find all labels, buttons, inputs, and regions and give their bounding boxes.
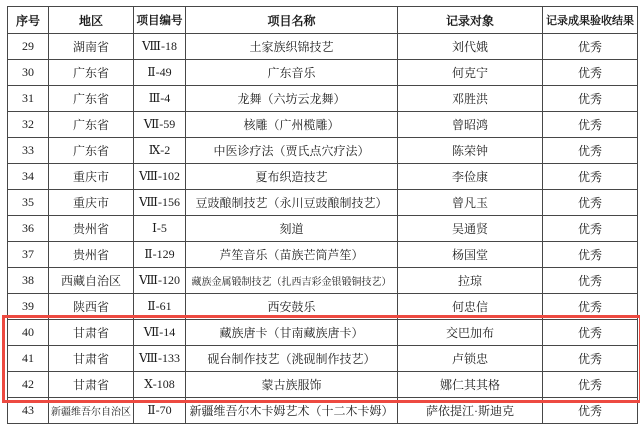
cell-index: 33 [8, 138, 49, 164]
cell-project_no: Ⅷ-133 [134, 346, 186, 372]
cell-project_no: Ⅱ-49 [134, 60, 186, 86]
cell-result: 优秀 [543, 138, 638, 164]
cell-subject: 陈荣钟 [398, 138, 543, 164]
cell-region: 贵州省 [49, 216, 134, 242]
cell-index: 34 [8, 164, 49, 190]
cell-project_name: 土家族织锦技艺 [186, 34, 398, 60]
cell-region: 广东省 [49, 112, 134, 138]
cell-result: 优秀 [543, 294, 638, 320]
table-row [8, 398, 638, 424]
cell-project_name: 豆豉酿制技艺（永川豆豉酿制技艺） [186, 190, 398, 216]
cell-project_no: Ⅹ-108 [134, 372, 186, 398]
cell-subject: 交巴加布 [398, 320, 543, 346]
table-row [8, 138, 638, 164]
cell-subject: 吴通贤 [398, 216, 543, 242]
cell-project_no: Ⅲ-4 [134, 86, 186, 112]
cell-project_name: 藏族唐卡（甘南藏族唐卡） [186, 320, 398, 346]
cell-result: 优秀 [543, 320, 638, 346]
cell-subject: 刘代娥 [398, 34, 543, 60]
cell-project_name: 龙舞（六坊云龙舞） [186, 86, 398, 112]
cell-region: 甘肃省 [49, 346, 134, 372]
cell-subject: 何克宁 [398, 60, 543, 86]
cell-region: 贵州省 [49, 242, 134, 268]
cell-project_no: Ⅷ-120 [134, 268, 186, 294]
cell-project_name: 蒙古族服饰 [186, 372, 398, 398]
cell-project_no: Ⅱ-70 [134, 398, 186, 424]
cell-subject: 萨依提江·斯迪克 [398, 398, 543, 424]
cell-result: 优秀 [543, 398, 638, 424]
cell-region: 重庆市 [49, 190, 134, 216]
cell-project_name: 刻道 [186, 216, 398, 242]
table-row [8, 190, 638, 216]
column-header-subject: 记录对象 [398, 7, 543, 34]
table-body [8, 34, 638, 424]
cell-subject: 李俭康 [398, 164, 543, 190]
cell-region: 湖南省 [49, 34, 134, 60]
cell-project_name: 砚台制作技艺（洮砚制作技艺） [186, 346, 398, 372]
cell-project_name: 西安鼓乐 [186, 294, 398, 320]
cell-project_no: Ⅷ-102 [134, 164, 186, 190]
table-row [8, 320, 638, 346]
cell-project_name: 藏族金属锻制技艺（扎西吉彩金银锻铜技艺） [186, 268, 398, 294]
cell-region: 重庆市 [49, 164, 134, 190]
table-row [8, 242, 638, 268]
cell-region: 甘肃省 [49, 372, 134, 398]
cell-index: 36 [8, 216, 49, 242]
cell-index: 32 [8, 112, 49, 138]
cell-index: 30 [8, 60, 49, 86]
cell-result: 优秀 [543, 216, 638, 242]
cell-index: 40 [8, 320, 49, 346]
cell-result: 优秀 [543, 34, 638, 60]
cell-result: 优秀 [543, 190, 638, 216]
column-header-project_name: 项目名称 [186, 7, 398, 34]
cell-subject: 拉琼 [398, 268, 543, 294]
table-row [8, 34, 638, 60]
table-row [8, 164, 638, 190]
cell-index: 39 [8, 294, 49, 320]
cell-project_no: Ⅷ-156 [134, 190, 186, 216]
records-table [7, 6, 638, 424]
cell-subject: 曾昭鸿 [398, 112, 543, 138]
cell-project_name: 广东音乐 [186, 60, 398, 86]
cell-project_no: Ⅶ-59 [134, 112, 186, 138]
table-row [8, 86, 638, 112]
table-row [8, 346, 638, 372]
cell-region: 陕西省 [49, 294, 134, 320]
cell-region: 广东省 [49, 60, 134, 86]
cell-project_no: Ⅶ-14 [134, 320, 186, 346]
cell-project_name: 夏布织造技艺 [186, 164, 398, 190]
table-row [8, 112, 638, 138]
cell-index: 37 [8, 242, 49, 268]
cell-project_name: 芦笙音乐（苗族芒筒芦笙） [186, 242, 398, 268]
cell-result: 优秀 [543, 346, 638, 372]
table-row [8, 294, 638, 320]
cell-subject: 娜仁其其格 [398, 372, 543, 398]
cell-result: 优秀 [543, 112, 638, 138]
cell-subject: 卢锁忠 [398, 346, 543, 372]
cell-index: 42 [8, 372, 49, 398]
cell-index: 35 [8, 190, 49, 216]
cell-project_no: Ⅱ-61 [134, 294, 186, 320]
cell-region: 广东省 [49, 86, 134, 112]
cell-result: 优秀 [543, 60, 638, 86]
column-header-result: 记录成果验收结果 [543, 7, 638, 34]
table-row [8, 372, 638, 398]
table-wrapper [7, 6, 637, 424]
cell-project_no: Ⅱ-129 [134, 242, 186, 268]
cell-project_no: Ⅷ-18 [134, 34, 186, 60]
cell-region: 新疆维吾尔自治区 [49, 398, 134, 424]
cell-index: 29 [8, 34, 49, 60]
column-header-region: 地区 [49, 7, 134, 34]
cell-index: 41 [8, 346, 49, 372]
cell-result: 优秀 [543, 86, 638, 112]
header-row [8, 7, 638, 34]
cell-project_no: Ⅸ-2 [134, 138, 186, 164]
cell-region: 甘肃省 [49, 320, 134, 346]
column-header-project_no: 项目编号 [134, 7, 186, 34]
cell-project_name: 中医诊疗法（贾氏点穴疗法） [186, 138, 398, 164]
cell-region: 广东省 [49, 138, 134, 164]
cell-project_name: 新疆维吾尔木卡姆艺术（十二木卡姆） [186, 398, 398, 424]
cell-result: 优秀 [543, 242, 638, 268]
cell-subject: 何忠信 [398, 294, 543, 320]
table-row [8, 216, 638, 242]
cell-index: 38 [8, 268, 49, 294]
column-header-index: 序号 [8, 7, 49, 34]
cell-subject: 邓胜洪 [398, 86, 543, 112]
cell-region: 西藏自治区 [49, 268, 134, 294]
cell-subject: 杨国堂 [398, 242, 543, 268]
cell-project_name: 核雕（广州榄雕） [186, 112, 398, 138]
cell-result: 优秀 [543, 268, 638, 294]
cell-result: 优秀 [543, 164, 638, 190]
cell-result: 优秀 [543, 372, 638, 398]
table-row [8, 60, 638, 86]
cell-index: 31 [8, 86, 49, 112]
table-row [8, 268, 638, 294]
cell-index: 43 [8, 398, 49, 424]
cell-subject: 曾凡玉 [398, 190, 543, 216]
cell-project_no: Ⅰ-5 [134, 216, 186, 242]
